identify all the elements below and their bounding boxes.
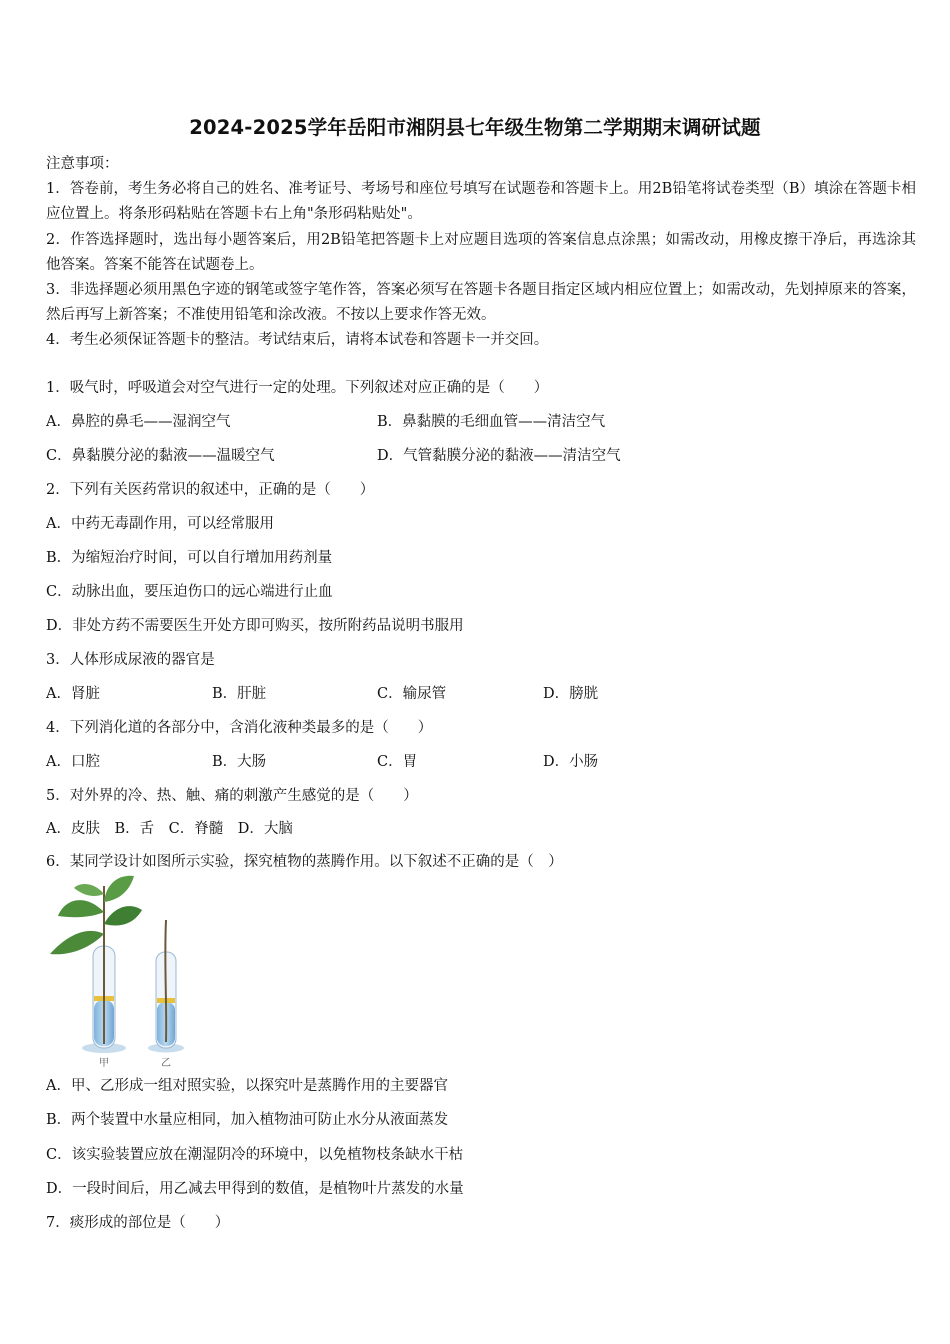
- question-4-option-b: B．大肠: [212, 754, 267, 770]
- question-6-option-a: A．甲、乙形成一组对照实验，以探究叶是蒸腾作用的主要器官: [46, 1078, 448, 1094]
- test-tube-without-leaves: [156, 920, 176, 1048]
- question-4-option-d: D．小肠: [543, 754, 599, 770]
- figure-label-jia: 甲: [99, 1058, 109, 1069]
- notice-section: [46, 152, 916, 354]
- notice-heading: 注意事项：: [46, 156, 119, 172]
- question-2-option-b: B．为缩短治疗时间，可以自行增加用药剂量: [46, 550, 333, 566]
- question-2-option-d: D．非处方药不需要医生开处方即可购买，按所附药品说明书服用: [46, 618, 464, 634]
- question-2-option-c: C．动脉出血，要压迫伤口的远心端进行止血: [46, 584, 333, 600]
- question-1-option-d: D．气管黏膜分泌的黏液——清洁空气: [377, 448, 621, 464]
- notice-item: 2．作答选择题时，选出每小题答案后，用2B铅笔把答题卡上对应题目选项的答案信息点涂黑；如需改动，用橡皮擦干净后，再选涂其他答案。答案不能答在试题卷上。: [46, 231, 916, 273]
- figure-label-yi: 乙: [161, 1058, 171, 1069]
- notice-item: 3．非选择题必须用黑色字迹的钢笔或签字笔作答，答案必须写在答题卡各题目指定区域内相应位置上；如需改动，先划掉原来的答案，然后再写上新答案；不准使用铅笔和涂改液。不按以上要求作答无效。: [46, 282, 916, 324]
- question-6-option-c: C．该实验装置应放在潮湿阴冷的环境中，以免植物枝条缺水干枯: [46, 1147, 464, 1163]
- question-3-option-a: A．肾脏: [46, 686, 100, 702]
- question-1-stem: 1．吸气时，呼吸道会对空气进行一定的处理。下列叙述对应正确的是（ ）: [46, 380, 549, 396]
- leaf-shape: [104, 876, 134, 902]
- question-2-stem: 2．下列有关医药常识的叙述中，正确的是（ ）: [46, 482, 375, 498]
- question-5-options: A．皮肤 B．舌 C．脊髓 D．大脑: [46, 821, 293, 837]
- question-5-stem: 5．对外界的冷、热、触、痛的刺激产生感觉的是（ ）: [46, 788, 418, 804]
- question-4-option-a: A．口腔: [46, 754, 100, 770]
- question-3-option-c: C．输尿管: [377, 686, 447, 702]
- leaf-shape: [74, 884, 104, 896]
- question-1-option-b: B．鼻黏膜的毛细血管——清洁空气: [377, 414, 606, 430]
- question-3-option-d: D．膀胱: [543, 686, 599, 702]
- page-title: 2024-2025学年岳阳市湘阴县七年级生物第二学期期末调研试题: [189, 116, 761, 139]
- question-6-option-b: B．两个装置中水量应相同，加入植物油可防止水分从液面蒸发: [46, 1112, 449, 1128]
- question-4-stem: 4．下列消化道的各部分中，含消化液种类最多的是（ ）: [46, 720, 433, 736]
- question-6-option-d: D．一段时间后，用乙减去甲得到的数值，是植物叶片蒸发的水量: [46, 1181, 464, 1197]
- question-6-stem: 6．某同学设计如图所示实验，探究植物的蒸腾作用。以下叙述不正确的是（ ）: [46, 854, 563, 870]
- question-4-option-c: C．胃: [377, 754, 418, 770]
- question-1-option-a: A．鼻腔的鼻毛——湿润空气: [46, 414, 231, 430]
- notice-item: 4．考生必须保证答题卡的整洁。考试结束后，请将本试卷和答题卡一并交回。: [46, 332, 549, 349]
- leaf-shape: [104, 906, 142, 925]
- transpiration-experiment-figure: [44, 872, 194, 1072]
- question-3-option-b: B．肝脏: [212, 686, 267, 702]
- notice-item: 1．答卷前，考生务必将自己的姓名、准考证号、考场号和座位号填写在试题卷和答题卡上。用2B铅笔将试卷类型（B）填涂在答题卡相应位置上。将条形码粘贴在答题卡右上角"条形码粘贴处"。: [46, 181, 916, 223]
- leaf-shape: [58, 900, 104, 917]
- question-3-stem: 3．人体形成尿液的器官是: [46, 652, 215, 668]
- question-1-option-c: C．鼻黏膜分泌的黏液——温暖空气: [46, 448, 275, 464]
- question-2-option-a: A．中药无毒副作用，可以经常服用: [46, 516, 274, 532]
- question-7-stem: 7．痰形成的部位是（ ）: [46, 1215, 230, 1231]
